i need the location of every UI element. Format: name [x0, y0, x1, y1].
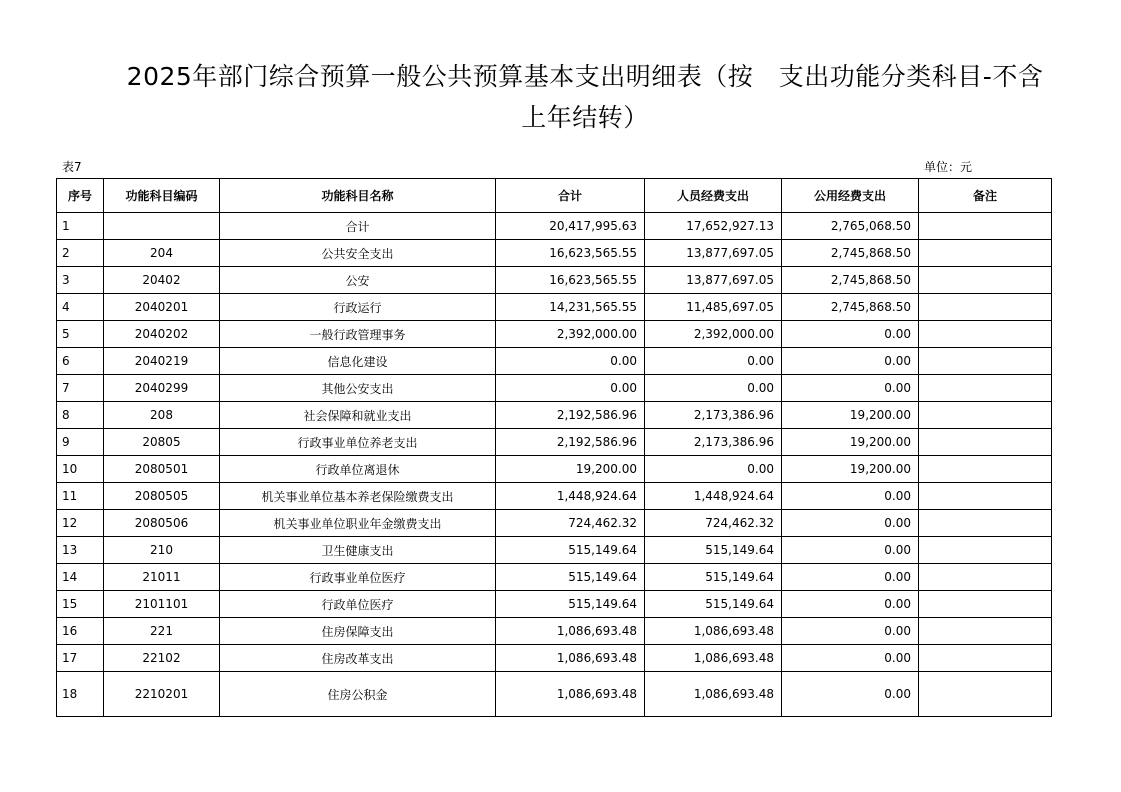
- cell-personnel: 11,485,697.05: [645, 294, 782, 321]
- table-row: [57, 537, 1052, 564]
- cell-personnel: 515,149.64: [645, 564, 782, 591]
- cell-public: 2,745,868.50: [782, 294, 919, 321]
- cell-note: [919, 321, 1052, 348]
- cell-public: 0.00: [782, 672, 919, 717]
- cell-no: 11: [57, 483, 104, 510]
- cell-note: [919, 294, 1052, 321]
- table-row: [57, 213, 1052, 240]
- cell-code: 2040202: [104, 321, 220, 348]
- cell-total: 0.00: [496, 375, 645, 402]
- table-row: [57, 591, 1052, 618]
- cell-public: 2,745,868.50: [782, 240, 919, 267]
- cell-public: 19,200.00: [782, 429, 919, 456]
- cell-no: 16: [57, 618, 104, 645]
- cell-no: 17: [57, 645, 104, 672]
- header-public: 公用经费支出: [782, 179, 919, 213]
- cell-code: 204: [104, 240, 220, 267]
- header-name: 功能科目名称: [220, 179, 496, 213]
- cell-no: 1: [57, 213, 104, 240]
- cell-public: 2,745,868.50: [782, 267, 919, 294]
- table-row: [57, 267, 1052, 294]
- cell-name: 行政事业单位养老支出: [220, 429, 496, 456]
- cell-total: 1,086,693.48: [496, 645, 645, 672]
- cell-personnel: 724,462.32: [645, 510, 782, 537]
- cell-total: 1,086,693.48: [496, 618, 645, 645]
- header-code: 功能科目编码: [104, 179, 220, 213]
- cell-total: 20,417,995.63: [496, 213, 645, 240]
- cell-personnel: 0.00: [645, 375, 782, 402]
- cell-name: 公共安全支出: [220, 240, 496, 267]
- cell-code: 20402: [104, 267, 220, 294]
- cell-total: 1,448,924.64: [496, 483, 645, 510]
- cell-personnel: 1,086,693.48: [645, 618, 782, 645]
- cell-code: 21011: [104, 564, 220, 591]
- table-row: [57, 645, 1052, 672]
- cell-total: 1,086,693.48: [496, 672, 645, 717]
- table-row: [57, 429, 1052, 456]
- cell-public: 19,200.00: [782, 456, 919, 483]
- cell-personnel: 515,149.64: [645, 537, 782, 564]
- cell-total: 2,392,000.00: [496, 321, 645, 348]
- cell-name: 住房改革支出: [220, 645, 496, 672]
- cell-personnel: 2,392,000.00: [645, 321, 782, 348]
- cell-code: 2101101: [104, 591, 220, 618]
- cell-total: 515,149.64: [496, 591, 645, 618]
- cell-total: 515,149.64: [496, 537, 645, 564]
- table-row: [57, 672, 1052, 717]
- table-row: [57, 402, 1052, 429]
- cell-code: 2080506: [104, 510, 220, 537]
- cell-public: 0.00: [782, 375, 919, 402]
- cell-personnel: 2,173,386.96: [645, 429, 782, 456]
- table-row: [57, 456, 1052, 483]
- cell-code: 2040219: [104, 348, 220, 375]
- cell-no: 6: [57, 348, 104, 375]
- cell-name: 住房公积金: [220, 672, 496, 717]
- cell-note: [919, 402, 1052, 429]
- cell-personnel: 17,652,927.13: [645, 213, 782, 240]
- cell-name: 一般行政管理事务: [220, 321, 496, 348]
- cell-note: [919, 375, 1052, 402]
- header-no: 序号: [57, 179, 104, 213]
- cell-name: 行政运行: [220, 294, 496, 321]
- table-row: [57, 510, 1052, 537]
- cell-note: [919, 483, 1052, 510]
- cell-no: 15: [57, 591, 104, 618]
- cell-note: [919, 591, 1052, 618]
- cell-no: 9: [57, 429, 104, 456]
- unit-label: 单位：元: [924, 160, 973, 174]
- header-row: [57, 179, 1052, 213]
- cell-note: [919, 348, 1052, 375]
- cell-note: [919, 645, 1052, 672]
- table-row: [57, 564, 1052, 591]
- table-row: [57, 321, 1052, 348]
- table-number: 表7: [62, 160, 82, 174]
- cell-public: 0.00: [782, 537, 919, 564]
- cell-name: 机关事业单位职业年金缴费支出: [220, 510, 496, 537]
- cell-no: 5: [57, 321, 104, 348]
- cell-personnel: 0.00: [645, 348, 782, 375]
- page-title: 2025年部门综合预算一般公共预算基本支出明细表（按 支出功能分类科目-不含上年结转）: [126, 62, 1044, 132]
- cell-name: 住房保障支出: [220, 618, 496, 645]
- cell-code: 22102: [104, 645, 220, 672]
- cell-no: 3: [57, 267, 104, 294]
- cell-code: 2080501: [104, 456, 220, 483]
- cell-note: [919, 510, 1052, 537]
- cell-note: [919, 213, 1052, 240]
- cell-name: 行政单位医疗: [220, 591, 496, 618]
- budget-table: [56, 178, 1052, 717]
- cell-public: 0.00: [782, 348, 919, 375]
- table-row: [57, 483, 1052, 510]
- table-row: [57, 618, 1052, 645]
- cell-name: 机关事业单位基本养老保险缴费支出: [220, 483, 496, 510]
- cell-name: 信息化建设: [220, 348, 496, 375]
- cell-total: 515,149.64: [496, 564, 645, 591]
- cell-name: 公安: [220, 267, 496, 294]
- cell-public: 0.00: [782, 591, 919, 618]
- cell-no: 12: [57, 510, 104, 537]
- table-row: [57, 348, 1052, 375]
- cell-code: 210: [104, 537, 220, 564]
- cell-code: 20805: [104, 429, 220, 456]
- cell-code: 208: [104, 402, 220, 429]
- cell-no: 4: [57, 294, 104, 321]
- cell-no: 10: [57, 456, 104, 483]
- cell-personnel: 13,877,697.05: [645, 267, 782, 294]
- cell-personnel: 0.00: [645, 456, 782, 483]
- cell-personnel: 13,877,697.05: [645, 240, 782, 267]
- cell-note: [919, 429, 1052, 456]
- cell-note: [919, 456, 1052, 483]
- cell-name: 行政单位离退休: [220, 456, 496, 483]
- header-note: 备注: [919, 179, 1052, 213]
- header-personnel: 人员经费支出: [645, 179, 782, 213]
- cell-no: 8: [57, 402, 104, 429]
- cell-total: 19,200.00: [496, 456, 645, 483]
- table-row: [57, 294, 1052, 321]
- cell-personnel: 1,448,924.64: [645, 483, 782, 510]
- table-row: [57, 240, 1052, 267]
- cell-personnel: 1,086,693.48: [645, 645, 782, 672]
- cell-no: 7: [57, 375, 104, 402]
- table-row: [57, 375, 1052, 402]
- cell-public: 0.00: [782, 510, 919, 537]
- cell-total: 724,462.32: [496, 510, 645, 537]
- cell-public: 0.00: [782, 645, 919, 672]
- cell-name: 卫生健康支出: [220, 537, 496, 564]
- cell-personnel: 1,086,693.48: [645, 672, 782, 717]
- cell-note: [919, 537, 1052, 564]
- cell-code: 2080505: [104, 483, 220, 510]
- cell-personnel: 515,149.64: [645, 591, 782, 618]
- cell-public: 19,200.00: [782, 402, 919, 429]
- cell-note: [919, 564, 1052, 591]
- cell-code: 2210201: [104, 672, 220, 717]
- cell-public: 0.00: [782, 321, 919, 348]
- cell-total: 0.00: [496, 348, 645, 375]
- cell-total: 2,192,586.96: [496, 429, 645, 456]
- cell-public: 0.00: [782, 618, 919, 645]
- cell-note: [919, 672, 1052, 717]
- cell-total: 16,623,565.55: [496, 240, 645, 267]
- cell-no: 18: [57, 672, 104, 717]
- cell-no: 13: [57, 537, 104, 564]
- cell-note: [919, 267, 1052, 294]
- cell-public: 2,765,068.50: [782, 213, 919, 240]
- cell-public: 0.00: [782, 483, 919, 510]
- cell-code: [104, 213, 220, 240]
- cell-name: 合计: [220, 213, 496, 240]
- cell-no: 2: [57, 240, 104, 267]
- cell-total: 16,623,565.55: [496, 267, 645, 294]
- cell-personnel: 2,173,386.96: [645, 402, 782, 429]
- cell-name: 其他公安支出: [220, 375, 496, 402]
- cell-total: 14,231,565.55: [496, 294, 645, 321]
- cell-public: 0.00: [782, 564, 919, 591]
- cell-note: [919, 618, 1052, 645]
- cell-code: 221: [104, 618, 220, 645]
- cell-name: 社会保障和就业支出: [220, 402, 496, 429]
- cell-total: 2,192,586.96: [496, 402, 645, 429]
- header-total: 合计: [496, 179, 645, 213]
- cell-no: 14: [57, 564, 104, 591]
- cell-code: 2040201: [104, 294, 220, 321]
- cell-name: 行政事业单位医疗: [220, 564, 496, 591]
- cell-code: 2040299: [104, 375, 220, 402]
- cell-note: [919, 240, 1052, 267]
